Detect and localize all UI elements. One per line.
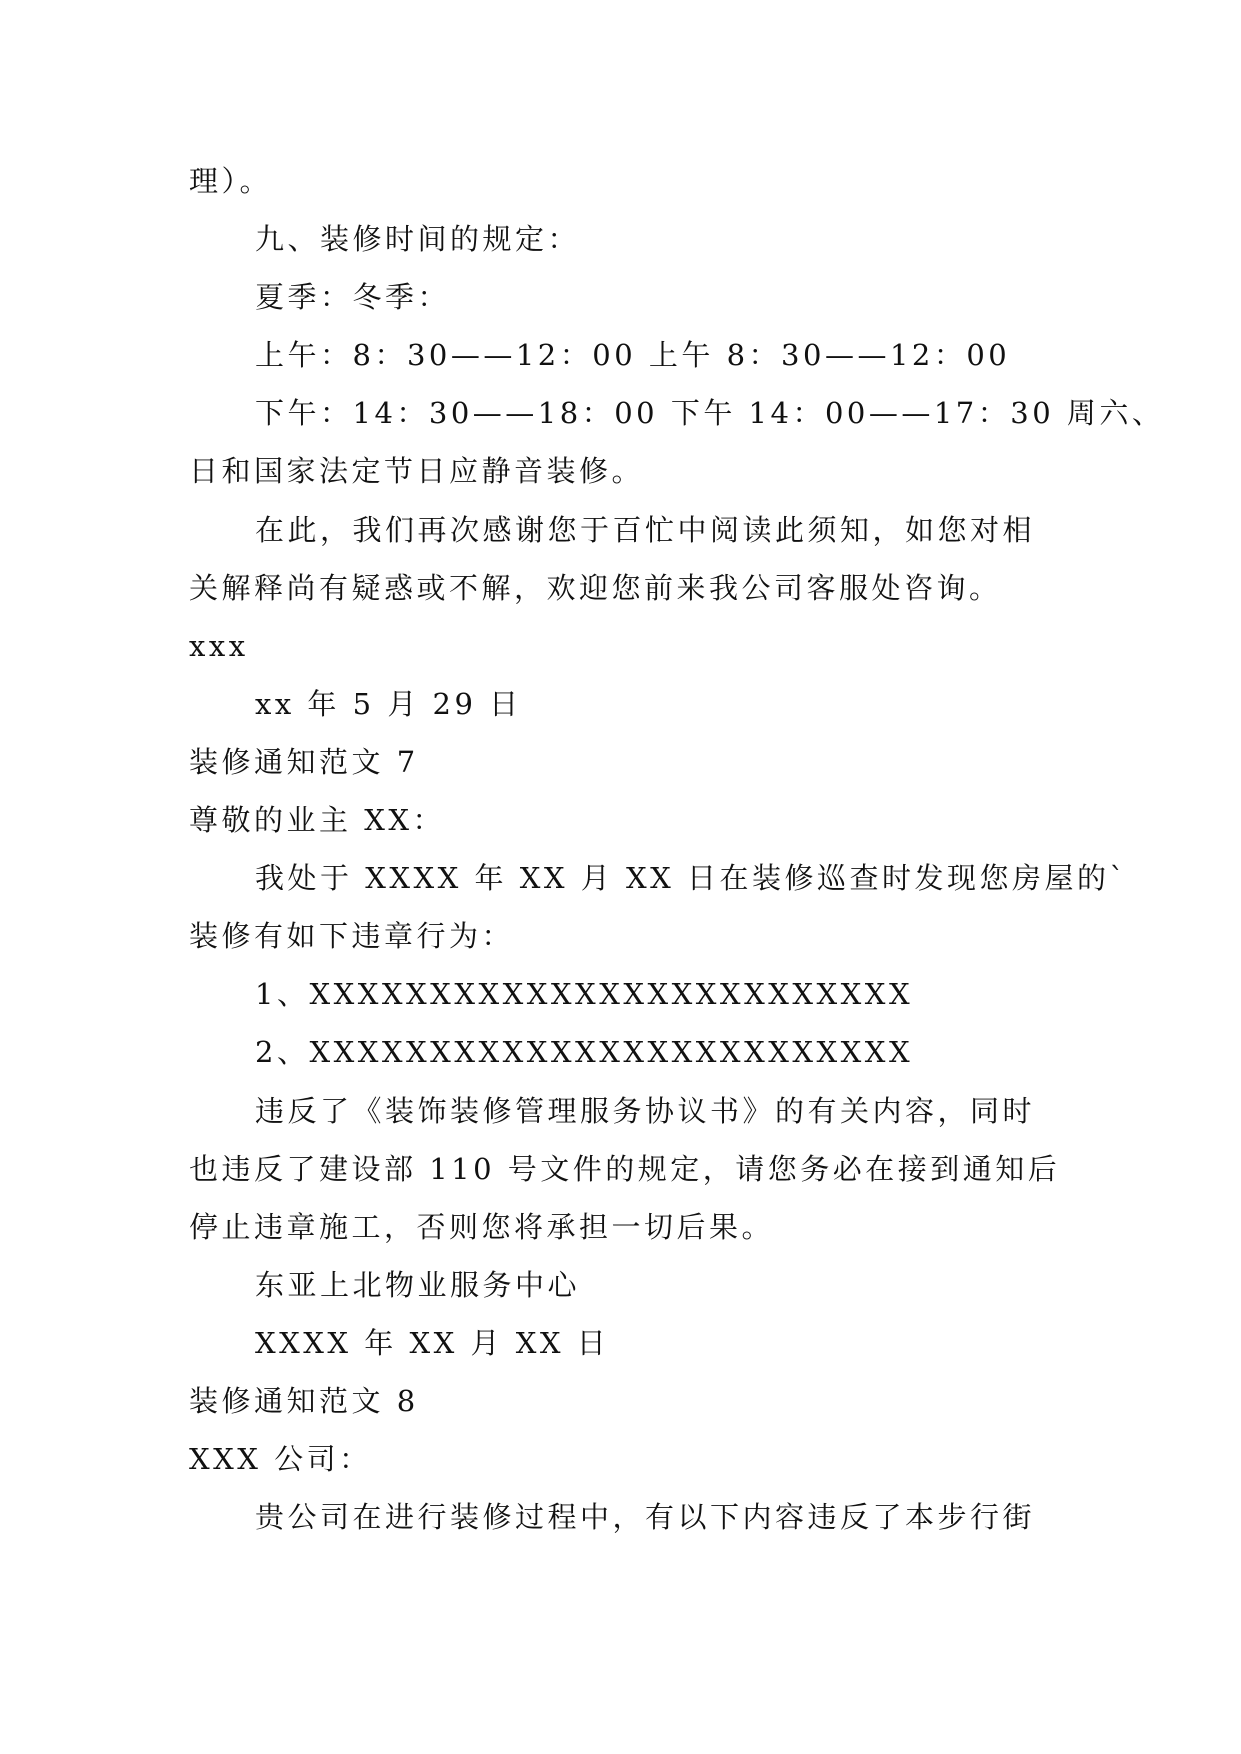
sample-title: 装修通知范文 7	[189, 744, 419, 779]
sample-title: 装修通知范文 8	[189, 1383, 419, 1418]
list-item: 1、XXXXXXXXXXXXXXXXXXXXXXXXX	[255, 977, 914, 1012]
body-line: 夏季：冬季：	[255, 280, 451, 315]
signature-line: 东亚上北物业服务中心	[255, 1267, 581, 1302]
body-line: 日和国家法定节日应静音装修。	[189, 454, 645, 489]
body-line: 上午：8：30——12：00 上午 8：30——12：00	[255, 338, 1011, 373]
salutation: 尊敬的业主 XX：	[189, 803, 446, 838]
body-line: 停止违章施工，否则您将承担一切后果。	[189, 1209, 775, 1244]
salutation: XXX 公司：	[189, 1442, 372, 1477]
document-body	[189, 152, 1165, 1546]
signature-line: xxx	[189, 628, 249, 663]
body-line: 装修有如下违章行为：	[189, 919, 515, 954]
body-line: 我处于 XXXX 年 XX 月 XX 日在装修巡查时发现您房屋的`	[255, 861, 1128, 896]
section-heading: 九、装修时间的规定：	[255, 222, 581, 257]
date-line: xx 年 5 月 29 日	[255, 686, 522, 721]
body-line: 关解释尚有疑惑或不解，欢迎您前来我公司客服处咨询。	[189, 570, 1002, 605]
date-line: XXXX 年 XX 月 XX 日	[255, 1325, 610, 1360]
body-line: 在此，我们再次感谢您于百忙中阅读此须知，如您对相	[255, 512, 1036, 547]
body-line: 贵公司在进行装修过程中，有以下内容违反了本步行街	[255, 1500, 1036, 1535]
body-line: 违反了《装饰装修管理服务协议书》的有关内容，同时	[255, 1093, 1036, 1128]
body-line: 下午：14：30——18：00 下午 14：00——17：30 周六、	[255, 396, 1165, 431]
body-line: 也违反了建设部 110 号文件的规定，请您务必在接到通知后	[189, 1151, 1061, 1186]
body-line: 理）。	[189, 164, 273, 198]
list-item: 2、XXXXXXXXXXXXXXXXXXXXXXXXX	[255, 1035, 914, 1070]
